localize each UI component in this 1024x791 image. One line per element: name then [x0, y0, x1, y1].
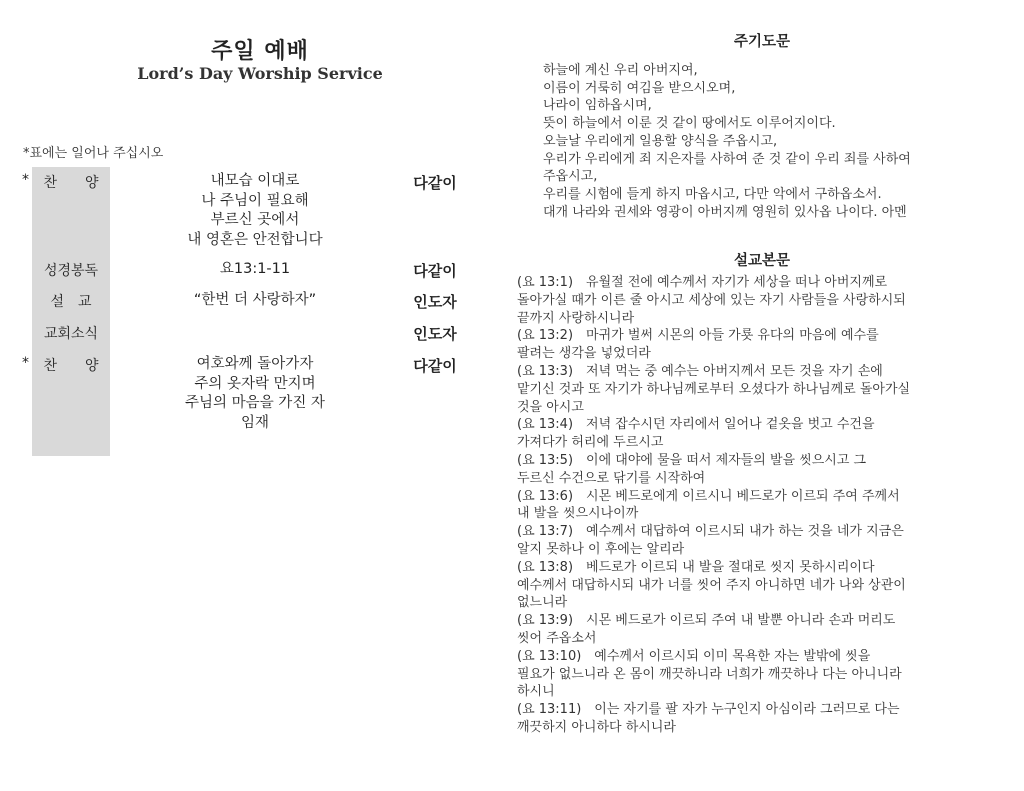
order-leader: 다같이 — [413, 357, 457, 375]
verse-line: 돌아가실 때가 이른 줄 아시고 세상에 있는 자기 사람들을 사랑하시되 — [517, 292, 906, 308]
verse-line: (요 13:11) 이는 자기를 팔 자가 누구인지 아심이라 그러므로 다는 — [517, 702, 900, 718]
verse-line: 예수께서 대답하시되 내가 너를 씻어 주지 아니하면 네가 나와 상관이 — [517, 577, 906, 593]
verse-line: 가져다가 허리에 두르시고 — [517, 435, 664, 451]
prayer-line: 뜻이 하늘에서 이룬 것 같이 땅에서도 이루어지이다. — [543, 116, 836, 132]
verse-line: (요 13:10) 예수께서 이르시되 이미 목욕한 자는 발밖에 씻을 — [517, 648, 871, 664]
order-leader: 인도자 — [413, 293, 457, 311]
lords-prayer-heading: 주기도문 — [733, 34, 791, 50]
prayer-line: 나라이 임하옵시며, — [543, 98, 652, 114]
verse-line: (요 13:3) 저녁 먹는 중 예수는 아버지께서 모든 것을 자기 손에 — [517, 363, 883, 379]
verse-line: 맡기신 것과 또 자기가 하나님께로부터 오셨다가 하나님께로 돌아가실 — [517, 381, 911, 397]
verse-line: (요 13:6) 시몬 베드로에게 이르시니 베드로가 이르되 주여 주께서 — [517, 488, 900, 504]
worship-order-page — [0, 0, 500, 791]
hymn-title: 내 영혼은 안전합니다 — [187, 231, 323, 248]
hymn-title: 주의 옷자락 만지며 — [194, 375, 316, 392]
prayer-line: 우리가 우리에게 죄 지은자를 사하여 준 것 같이 우리 죄를 사하여 — [543, 151, 911, 167]
hymn-title: 나 주님이 필요해 — [201, 192, 309, 209]
verse-line: 하시니 — [517, 684, 555, 700]
verse-line: 끝까지 사랑하시니라 — [517, 310, 635, 326]
prayer-line: 주옵시고, — [543, 169, 598, 185]
verse-line: 필요가 없느니라 온 몸이 깨끗하니라 너희가 깨끗하나 다는 아니니라 — [517, 666, 902, 682]
verse-line: (요 13:2) 마귀가 벌써 시몬의 아들 가룟 유다의 마음에 예수를 — [517, 328, 879, 344]
order-leader: 다같이 — [413, 174, 457, 192]
prayer-line: 우리를 시험에 들게 하지 마옵시고, 다만 악에서 구하옵소서. — [543, 186, 882, 202]
order-content — [160, 172, 350, 250]
verse-line: (요 13:5) 이에 대야에 물을 떠서 제자들의 발을 씻으시고 그 — [517, 452, 867, 468]
hymn-title: 주님의 마음을 가진 자 — [185, 395, 325, 411]
prayer-line: 오늘날 우리에게 일용할 양식을 주옵시고, — [543, 133, 778, 149]
prayer-line: 이름이 거룩히 여김을 받으시오며, — [543, 80, 736, 96]
order-label: 찬 양 — [43, 175, 99, 191]
order-label-column — [32, 167, 110, 456]
prayer-line: 하늘에 계신 우리 아버지여, — [543, 63, 698, 78]
stand-marker: * — [22, 172, 29, 188]
order-leader: 인도자 — [413, 325, 457, 343]
sermon-title: “한번 더 사랑하자” — [193, 292, 317, 308]
verse-line: 두르신 수건으로 닦기를 시작하여 — [517, 470, 706, 486]
verse-line: 내 발을 씻으시나이까 — [517, 506, 639, 522]
order-content — [160, 355, 350, 433]
hymn-title: 내모습 이대로 — [210, 173, 300, 189]
verse-line: (요 13:7) 예수께서 대답하여 이르시되 내가 하는 것을 네가 지금은 — [517, 524, 904, 540]
verse-line: (요 13:9) 시몬 베드로가 이르되 주여 내 발뿐 아니라 손과 머리도 — [517, 613, 896, 629]
order-label: 찬 양 — [43, 358, 99, 374]
verse-line: 없느니라 — [517, 595, 568, 611]
hymn-title: 임재 — [240, 414, 269, 431]
verse-line: 씻어 주옵소서 — [517, 630, 597, 646]
sermon-text-heading: 설교본문 — [733, 253, 791, 269]
verse-line: 팔려는 생각을 넣었더라 — [517, 346, 651, 362]
order-label: 설 교 — [50, 294, 92, 310]
standing-note: *표에는 일어나 주십시오 — [23, 146, 164, 161]
order-content — [160, 260, 350, 280]
order-label: 교회소식 — [43, 326, 99, 342]
page-title-korean: 주일 예배 — [211, 39, 309, 64]
verse-line: (요 13:1) 유월절 전에 예수께서 자기가 세상을 떠나 아버지께로 — [517, 275, 888, 290]
order-leader: 다같이 — [413, 262, 457, 280]
order-content — [160, 291, 350, 311]
hymn-title: 여호와께 돌아가자 — [196, 356, 314, 372]
lords-prayer-text — [543, 62, 1013, 221]
sermon-scripture-text — [517, 274, 1017, 737]
stand-marker: * — [22, 355, 29, 371]
verse-line: (요 13:4) 저녁 잡수시던 자리에서 일어나 겉옷을 벗고 수건을 — [517, 417, 875, 433]
verse-line: 알지 못하나 이 후에는 알리라 — [517, 541, 685, 557]
scripture-reference: 요13:1-11 — [219, 261, 291, 277]
readings-page — [500, 0, 1024, 791]
prayer-line: 대개 나라와 권세와 영광이 아버지께 영원히 있사옵 나이다. 아멘 — [543, 204, 907, 220]
hymn-title: 부르신 곳에서 — [210, 212, 300, 228]
page-title-english: Lord’s Day Worship Service — [137, 64, 383, 83]
verse-line: 것을 아시고 — [517, 399, 584, 415]
order-label: 성경봉독 — [43, 263, 99, 279]
verse-line: 깨끗하지 아니하다 하시니라 — [517, 719, 676, 735]
verse-line: (요 13:8) 베드로가 이르되 내 발을 절대로 씻지 못하시리이다 — [517, 559, 875, 575]
